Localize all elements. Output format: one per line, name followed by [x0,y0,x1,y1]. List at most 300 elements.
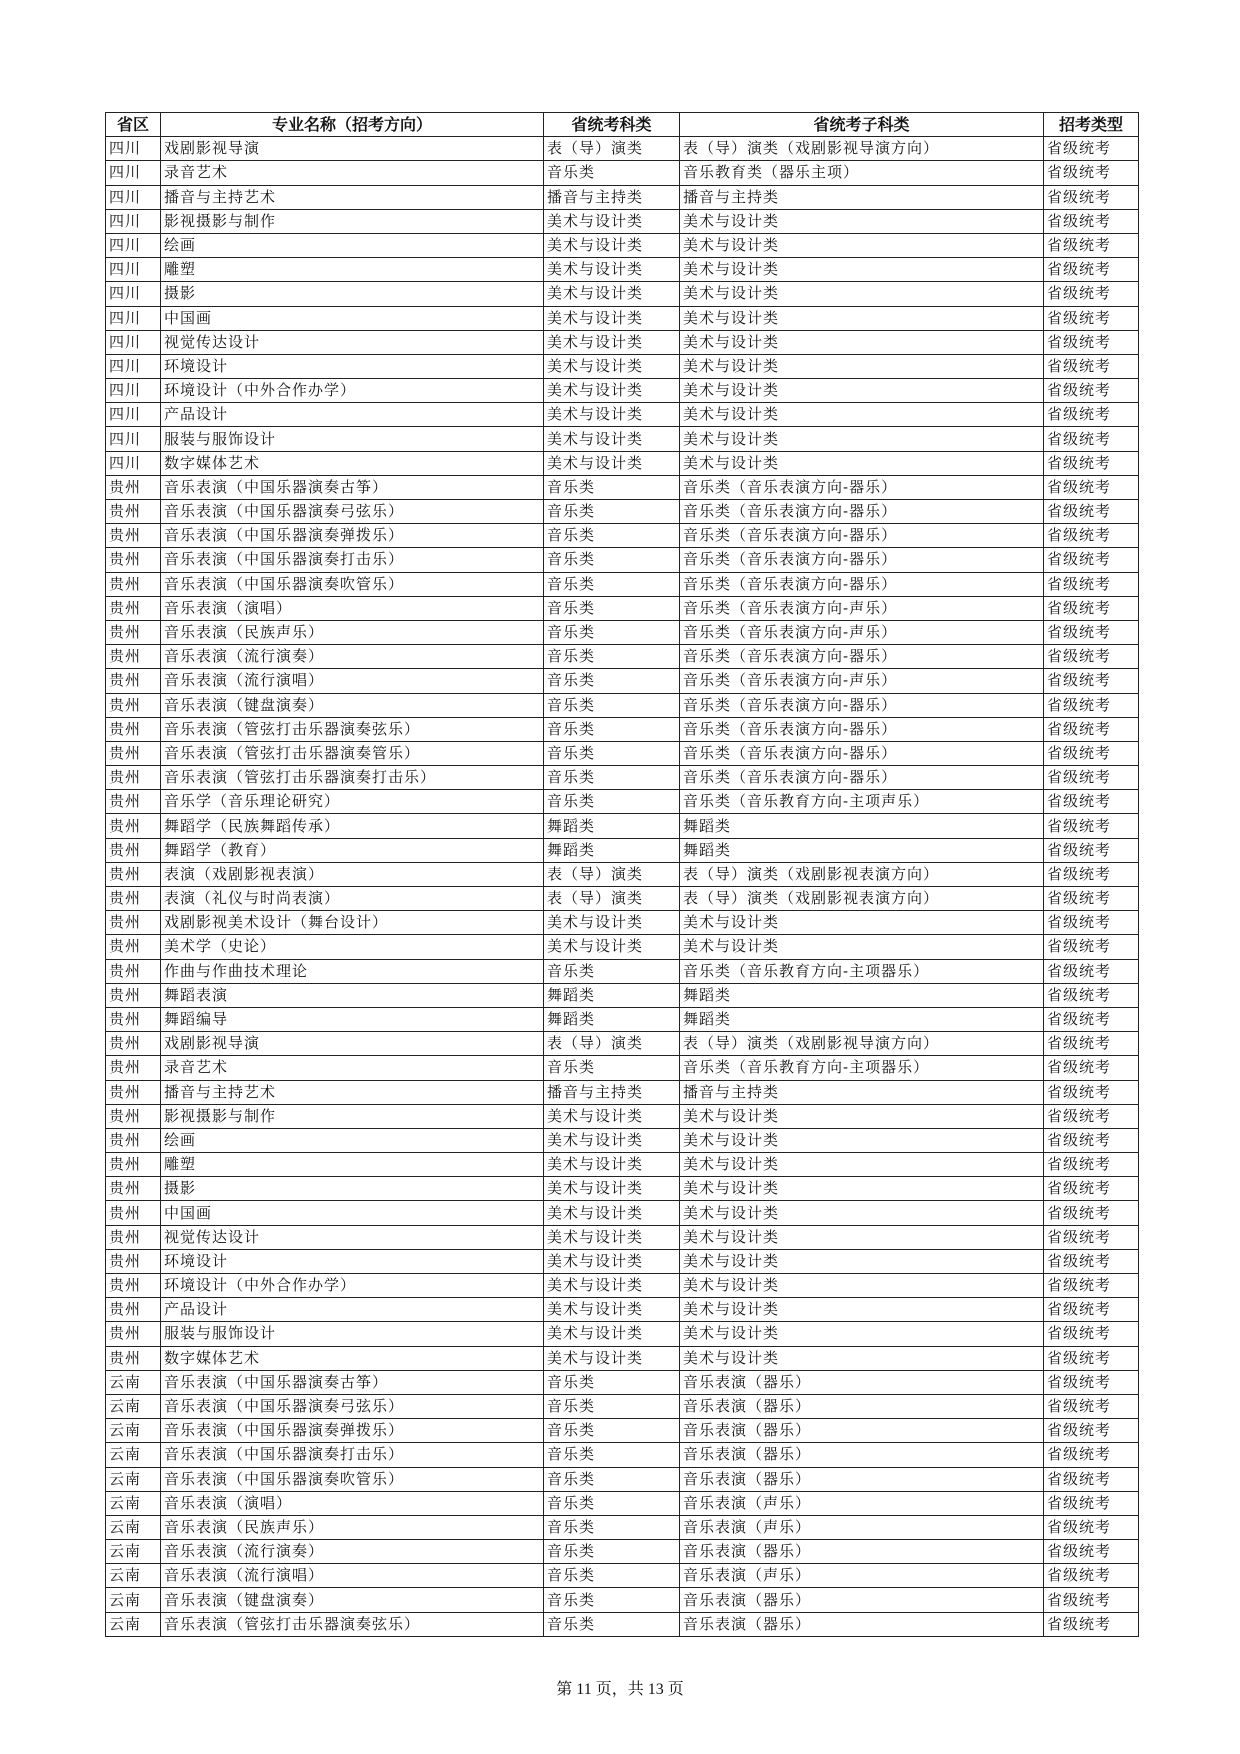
exam-subcategory-cell: 音乐表演（器乐） [680,1540,1044,1564]
admission-type-cell: 省级统考 [1044,1201,1139,1225]
exam-category-cell: 音乐类 [544,161,680,185]
major-cell: 戏剧影视导演 [161,1032,544,1056]
exam-subcategory-cell: 美术与设计类 [680,935,1044,959]
exam-category-cell: 音乐类 [544,766,680,790]
major-cell: 环境设计（中外合作办学） [161,1274,544,1298]
admission-type-cell: 省级统考 [1044,1467,1139,1491]
table-row [106,645,1139,669]
admission-type-cell: 省级统考 [1044,451,1139,475]
exam-subcategory-cell: 美术与设计类 [680,1322,1044,1346]
table-row [106,1128,1139,1152]
admission-type-cell: 省级统考 [1044,403,1139,427]
admission-type-cell: 省级统考 [1044,1177,1139,1201]
admission-type-cell: 省级统考 [1044,911,1139,935]
exam-subcategory-cell: 舞蹈类 [680,838,1044,862]
province-cell: 云南 [106,1394,161,1418]
table-row [106,1153,1139,1177]
exam-category-cell: 美术与设计类 [544,209,680,233]
province-cell: 贵州 [106,911,161,935]
province-cell: 云南 [106,1491,161,1515]
exam-subcategory-cell: 音乐类（音乐表演方向-器乐） [680,500,1044,524]
admission-type-cell: 省级统考 [1044,209,1139,233]
admissions-table [105,112,1139,1637]
major-cell: 音乐表演（中国乐器演奏打击乐） [161,548,544,572]
province-cell: 四川 [106,161,161,185]
exam-subcategory-cell: 音乐类（音乐表演方向-器乐） [680,717,1044,741]
exam-category-cell: 音乐类 [544,548,680,572]
exam-subcategory-cell: 美术与设计类 [680,379,1044,403]
admission-type-cell: 省级统考 [1044,1080,1139,1104]
exam-category-cell: 音乐类 [544,572,680,596]
major-cell: 中国画 [161,306,544,330]
exam-subcategory-cell: 音乐表演（声乐） [680,1515,1044,1539]
admission-type-cell: 省级统考 [1044,306,1139,330]
admission-type-cell: 省级统考 [1044,379,1139,403]
major-cell: 播音与主持艺术 [161,185,544,209]
province-cell: 贵州 [106,645,161,669]
table-row [106,354,1139,378]
province-cell: 四川 [106,379,161,403]
exam-subcategory-cell: 播音与主持类 [680,185,1044,209]
exam-subcategory-cell: 音乐表演（声乐） [680,1491,1044,1515]
table-row [106,330,1139,354]
admission-type-cell: 省级统考 [1044,790,1139,814]
exam-category-cell: 美术与设计类 [544,379,680,403]
province-cell: 贵州 [106,1056,161,1080]
exam-category-cell: 美术与设计类 [544,1274,680,1298]
major-cell: 音乐表演（管弦打击乐器演奏打击乐） [161,766,544,790]
province-cell: 四川 [106,233,161,257]
exam-category-cell: 音乐类 [544,693,680,717]
major-cell: 音乐表演（流行演奏） [161,1540,544,1564]
admission-type-cell: 省级统考 [1044,1540,1139,1564]
province-cell: 贵州 [106,596,161,620]
exam-subcategory-cell: 美术与设计类 [680,233,1044,257]
exam-subcategory-cell: 美术与设计类 [680,1104,1044,1128]
province-cell: 贵州 [106,1274,161,1298]
table-row [106,1249,1139,1273]
exam-subcategory-cell: 音乐类（音乐教育方向-主项器乐） [680,959,1044,983]
admission-type-cell: 省级统考 [1044,959,1139,983]
major-cell: 音乐表演（民族声乐） [161,1515,544,1539]
major-cell: 舞蹈表演 [161,983,544,1007]
table-row [106,306,1139,330]
exam-category-cell: 表（导）演类 [544,862,680,886]
province-cell: 贵州 [106,1298,161,1322]
table-row [106,935,1139,959]
exam-category-cell: 音乐类 [544,475,680,499]
province-cell: 贵州 [106,1104,161,1128]
exam-subcategory-cell: 音乐类（音乐表演方向-声乐） [680,620,1044,644]
exam-subcategory-cell: 音乐表演（器乐） [680,1612,1044,1636]
province-cell: 贵州 [106,1225,161,1249]
major-cell: 环境设计 [161,1249,544,1273]
table-row [106,596,1139,620]
major-cell: 录音艺术 [161,161,544,185]
major-cell: 音乐表演（中国乐器演奏古筝） [161,1370,544,1394]
major-cell: 音乐表演（管弦打击乐器演奏管乐） [161,741,544,765]
major-cell: 摄影 [161,1177,544,1201]
province-cell: 贵州 [106,1128,161,1152]
major-cell: 音乐表演（中国乐器演奏弹拨乐） [161,1419,544,1443]
exam-subcategory-cell: 美术与设计类 [680,1274,1044,1298]
table-row [106,209,1139,233]
exam-category-cell: 美术与设计类 [544,427,680,451]
exam-category-cell: 美术与设计类 [544,258,680,282]
exam-category-cell: 音乐类 [544,1467,680,1491]
exam-category-cell: 舞蹈类 [544,838,680,862]
exam-category-cell: 音乐类 [544,1564,680,1588]
exam-category-cell: 美术与设计类 [544,935,680,959]
exam-category-cell: 播音与主持类 [544,185,680,209]
major-cell: 录音艺术 [161,1056,544,1080]
table-row [106,258,1139,282]
province-cell: 云南 [106,1467,161,1491]
province-cell: 贵州 [106,1346,161,1370]
major-cell: 戏剧影视美术设计（舞台设计） [161,911,544,935]
province-cell: 贵州 [106,1201,161,1225]
admission-type-cell: 省级统考 [1044,1394,1139,1418]
exam-subcategory-cell: 美术与设计类 [680,1201,1044,1225]
table-row [106,814,1139,838]
exam-category-cell: 美术与设计类 [544,1249,680,1273]
major-cell: 绘画 [161,233,544,257]
admission-type-cell: 省级统考 [1044,572,1139,596]
major-cell: 播音与主持艺术 [161,1080,544,1104]
table-row [106,983,1139,1007]
header-exam-category: 省统考科类 [544,113,680,137]
table-row [106,137,1139,161]
major-cell: 雕塑 [161,1153,544,1177]
table-row [106,379,1139,403]
table-row [106,838,1139,862]
admission-type-cell: 省级统考 [1044,766,1139,790]
admission-type-cell: 省级统考 [1044,814,1139,838]
major-cell: 音乐表演（演唱） [161,1491,544,1515]
province-cell: 贵州 [106,1153,161,1177]
major-cell: 音乐表演（民族声乐） [161,620,544,644]
exam-subcategory-cell: 音乐类（音乐表演方向-声乐） [680,669,1044,693]
admission-type-cell: 省级统考 [1044,427,1139,451]
admission-type-cell: 省级统考 [1044,1153,1139,1177]
province-cell: 四川 [106,258,161,282]
province-cell: 贵州 [106,862,161,886]
table-row [106,911,1139,935]
exam-subcategory-cell: 播音与主持类 [680,1080,1044,1104]
major-cell: 音乐表演（中国乐器演奏吹管乐） [161,572,544,596]
exam-category-cell: 音乐类 [544,741,680,765]
exam-category-cell: 音乐类 [544,959,680,983]
major-cell: 音乐表演（流行演奏） [161,645,544,669]
exam-subcategory-cell: 美术与设计类 [680,1225,1044,1249]
table-row [106,403,1139,427]
table-row [106,524,1139,548]
table-row [106,669,1139,693]
table-row [106,1298,1139,1322]
table-row [106,548,1139,572]
admission-type-cell: 省级统考 [1044,185,1139,209]
exam-subcategory-cell: 美术与设计类 [680,330,1044,354]
major-cell: 舞蹈学（民族舞蹈传承） [161,814,544,838]
admission-type-cell: 省级统考 [1044,1346,1139,1370]
major-cell: 中国画 [161,1201,544,1225]
exam-category-cell: 美术与设计类 [544,1322,680,1346]
table-row [106,1007,1139,1031]
exam-subcategory-cell: 音乐类（音乐表演方向-器乐） [680,572,1044,596]
exam-category-cell: 音乐类 [544,524,680,548]
exam-subcategory-cell: 美术与设计类 [680,354,1044,378]
table-row [106,887,1139,911]
exam-subcategory-cell: 表（导）演类（戏剧影视导演方向） [680,137,1044,161]
table-row [106,959,1139,983]
exam-category-cell: 播音与主持类 [544,1080,680,1104]
header-major: 专业名称（招考方向） [161,113,544,137]
table-row [106,1225,1139,1249]
exam-subcategory-cell: 音乐类（音乐表演方向-器乐） [680,741,1044,765]
major-cell: 音乐表演（管弦打击乐器演奏弦乐） [161,717,544,741]
major-cell: 音乐表演（键盘演奏） [161,693,544,717]
exam-subcategory-cell: 音乐表演（器乐） [680,1419,1044,1443]
table-row [106,1274,1139,1298]
exam-subcategory-cell: 音乐类（音乐表演方向-器乐） [680,524,1044,548]
exam-category-cell: 表（导）演类 [544,1032,680,1056]
major-cell: 音乐表演（中国乐器演奏吹管乐） [161,1467,544,1491]
exam-category-cell: 音乐类 [544,500,680,524]
province-cell: 四川 [106,427,161,451]
major-cell: 视觉传达设计 [161,330,544,354]
header-admission-type: 招考类型 [1044,113,1139,137]
exam-subcategory-cell: 美术与设计类 [680,403,1044,427]
table-row [106,1201,1139,1225]
header-province: 省区 [106,113,161,137]
major-cell: 环境设计 [161,354,544,378]
exam-subcategory-cell: 音乐表演（器乐） [680,1467,1044,1491]
province-cell: 四川 [106,306,161,330]
table-row [106,427,1139,451]
province-cell: 云南 [106,1564,161,1588]
admission-type-cell: 省级统考 [1044,282,1139,306]
admission-type-cell: 省级统考 [1044,1249,1139,1273]
exam-subcategory-cell: 美术与设计类 [680,1128,1044,1152]
province-cell: 四川 [106,403,161,427]
province-cell: 贵州 [106,887,161,911]
province-cell: 四川 [106,282,161,306]
exam-category-cell: 美术与设计类 [544,1177,680,1201]
exam-category-cell: 美术与设计类 [544,354,680,378]
exam-subcategory-cell: 音乐教育类（器乐主项） [680,161,1044,185]
admission-type-cell: 省级统考 [1044,475,1139,499]
province-cell: 贵州 [106,548,161,572]
table-row [106,1515,1139,1539]
admission-type-cell: 省级统考 [1044,1225,1139,1249]
table-row [106,790,1139,814]
exam-subcategory-cell: 美术与设计类 [680,1249,1044,1273]
table-row [106,1564,1139,1588]
admission-type-cell: 省级统考 [1044,354,1139,378]
admission-type-cell: 省级统考 [1044,669,1139,693]
province-cell: 贵州 [106,572,161,596]
major-cell: 音乐表演（流行演唱） [161,669,544,693]
major-cell: 音乐表演（中国乐器演奏古筝） [161,475,544,499]
major-cell: 影视摄影与制作 [161,209,544,233]
table-row [106,500,1139,524]
province-cell: 云南 [106,1588,161,1612]
major-cell: 视觉传达设计 [161,1225,544,1249]
table-row [106,1177,1139,1201]
province-cell: 贵州 [106,1322,161,1346]
major-cell: 表演（戏剧影视表演） [161,862,544,886]
exam-subcategory-cell: 美术与设计类 [680,1346,1044,1370]
province-cell: 四川 [106,185,161,209]
exam-category-cell: 美术与设计类 [544,1128,680,1152]
admission-type-cell: 省级统考 [1044,1007,1139,1031]
exam-subcategory-cell: 音乐类（音乐表演方向-器乐） [680,766,1044,790]
exam-subcategory-cell: 表（导）演类（戏剧影视表演方向） [680,887,1044,911]
admission-type-cell: 省级统考 [1044,887,1139,911]
exam-category-cell: 美术与设计类 [544,233,680,257]
major-cell: 音乐表演（中国乐器演奏打击乐） [161,1443,544,1467]
major-cell: 数字媒体艺术 [161,1346,544,1370]
table-row [106,693,1139,717]
exam-category-cell: 音乐类 [544,1588,680,1612]
province-cell: 云南 [106,1419,161,1443]
exam-subcategory-cell: 美术与设计类 [680,1153,1044,1177]
table-row [106,185,1139,209]
admission-type-cell: 省级统考 [1044,741,1139,765]
exam-subcategory-cell: 美术与设计类 [680,209,1044,233]
admission-type-cell: 省级统考 [1044,161,1139,185]
admission-type-cell: 省级统考 [1044,500,1139,524]
province-cell: 贵州 [106,500,161,524]
exam-subcategory-cell: 美术与设计类 [680,306,1044,330]
admission-type-cell: 省级统考 [1044,548,1139,572]
major-cell: 产品设计 [161,403,544,427]
exam-subcategory-cell: 音乐类（音乐教育方向-主项器乐） [680,1056,1044,1080]
exam-category-cell: 音乐类 [544,645,680,669]
table-row [106,282,1139,306]
exam-category-cell: 音乐类 [544,1491,680,1515]
admission-type-cell: 省级统考 [1044,524,1139,548]
page-number: 第 11 页，共 13 页 [556,1681,684,1698]
major-cell: 绘画 [161,1128,544,1152]
exam-category-cell: 音乐类 [544,669,680,693]
exam-category-cell: 美术与设计类 [544,282,680,306]
major-cell: 美术学（史论） [161,935,544,959]
admission-type-cell: 省级统考 [1044,233,1139,257]
major-cell: 产品设计 [161,1298,544,1322]
province-cell: 云南 [106,1612,161,1636]
admission-type-cell: 省级统考 [1044,1298,1139,1322]
province-cell: 四川 [106,354,161,378]
exam-category-cell: 舞蹈类 [544,814,680,838]
exam-subcategory-cell: 表（导）演类（戏剧影视表演方向） [680,862,1044,886]
table-row [106,862,1139,886]
table-row [106,1080,1139,1104]
table-row [106,1394,1139,1418]
province-cell: 贵州 [106,935,161,959]
major-cell: 雕塑 [161,258,544,282]
exam-category-cell: 音乐类 [544,1515,680,1539]
exam-category-cell: 美术与设计类 [544,1104,680,1128]
exam-category-cell: 舞蹈类 [544,1007,680,1031]
exam-subcategory-cell: 音乐类（音乐表演方向-器乐） [680,693,1044,717]
province-cell: 贵州 [106,669,161,693]
major-cell: 音乐表演（演唱） [161,596,544,620]
exam-category-cell: 美术与设计类 [544,403,680,427]
province-cell: 四川 [106,209,161,233]
exam-subcategory-cell: 音乐表演（器乐） [680,1588,1044,1612]
table-row [106,1104,1139,1128]
admission-type-cell: 省级统考 [1044,1032,1139,1056]
table-row [106,1540,1139,1564]
admission-type-cell: 省级统考 [1044,1370,1139,1394]
table-header-row [106,113,1139,137]
table-row [106,717,1139,741]
exam-category-cell: 美术与设计类 [544,1225,680,1249]
major-cell: 环境设计（中外合作办学） [161,379,544,403]
admission-type-cell: 省级统考 [1044,935,1139,959]
major-cell: 音乐学（音乐理论研究） [161,790,544,814]
admission-type-cell: 省级统考 [1044,137,1139,161]
province-cell: 贵州 [106,983,161,1007]
table-row [106,1322,1139,1346]
province-cell: 贵州 [106,790,161,814]
table-row [106,766,1139,790]
major-cell: 音乐表演（流行演唱） [161,1564,544,1588]
exam-subcategory-cell: 美术与设计类 [680,282,1044,306]
major-cell: 表演（礼仪与时尚表演） [161,887,544,911]
exam-subcategory-cell: 音乐类（音乐表演方向-器乐） [680,645,1044,669]
major-cell: 音乐表演（中国乐器演奏弓弦乐） [161,1394,544,1418]
exam-subcategory-cell: 舞蹈类 [680,983,1044,1007]
province-cell: 贵州 [106,741,161,765]
admission-type-cell: 省级统考 [1044,693,1139,717]
table-row [106,161,1139,185]
table-row [106,1032,1139,1056]
province-cell: 云南 [106,1515,161,1539]
province-cell: 贵州 [106,620,161,644]
major-cell: 服装与服饰设计 [161,427,544,451]
province-cell: 云南 [106,1370,161,1394]
major-cell: 音乐表演（中国乐器演奏弹拨乐） [161,524,544,548]
exam-category-cell: 音乐类 [544,790,680,814]
exam-category-cell: 音乐类 [544,1370,680,1394]
exam-category-cell: 音乐类 [544,1394,680,1418]
exam-subcategory-cell: 舞蹈类 [680,814,1044,838]
exam-category-cell: 美术与设计类 [544,306,680,330]
exam-category-cell: 表（导）演类 [544,887,680,911]
province-cell: 贵州 [106,959,161,983]
admission-type-cell: 省级统考 [1044,1612,1139,1636]
province-cell: 贵州 [106,814,161,838]
table-row [106,572,1139,596]
table-row [106,1346,1139,1370]
province-cell: 贵州 [106,693,161,717]
exam-subcategory-cell: 美术与设计类 [680,427,1044,451]
table-row [106,1491,1139,1515]
table-row [106,620,1139,644]
major-cell: 音乐表演（键盘演奏） [161,1588,544,1612]
table-row [106,1419,1139,1443]
exam-subcategory-cell: 舞蹈类 [680,1007,1044,1031]
admission-type-cell: 省级统考 [1044,1515,1139,1539]
province-cell: 贵州 [106,475,161,499]
exam-subcategory-cell: 音乐类（音乐表演方向-器乐） [680,475,1044,499]
province-cell: 贵州 [106,1249,161,1273]
admission-type-cell: 省级统考 [1044,620,1139,644]
exam-category-cell: 美术与设计类 [544,330,680,354]
province-cell: 贵州 [106,1007,161,1031]
